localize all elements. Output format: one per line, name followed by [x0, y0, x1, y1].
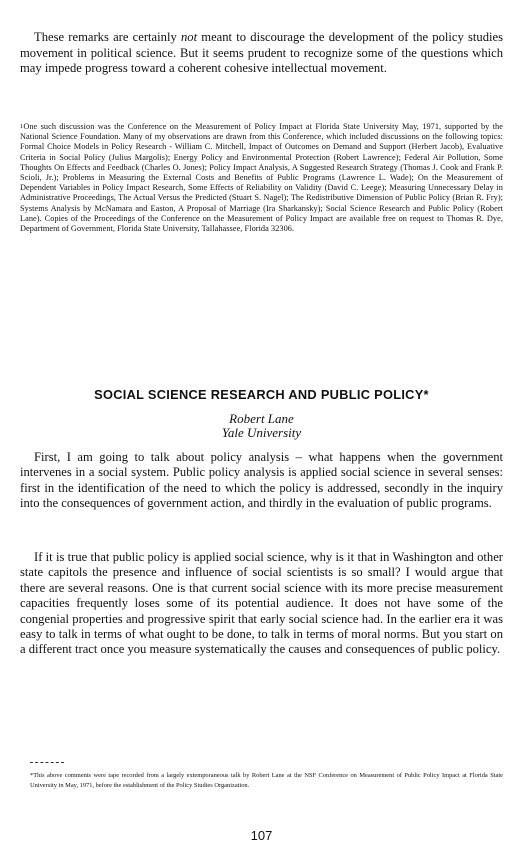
footnote-1-marker: 1 [20, 123, 24, 130]
page-number: 107 [250, 828, 273, 843]
footnote-star: *This above comments were tape recorded from a largely extemporaneous talk by Robert Lane at the NSF Conference on Measurement of Public Policy Impact at Florida State University in May, 1971, before the establishment of the Policy Studies Organization. [30, 772, 503, 789]
article-affiliation: Yale University [221, 425, 302, 440]
body-paragraph-2: If it is true that public policy is applied social science, why is it that in Washington and other state capitols the presence and influence of social scientists is so small? I would argue that there are several reasons. One is that current social science with its more precise measurement capacities frequently loses some of its potential audience. It does not have some of the congenial properties and progressive spirit that early social science had. In the earlier era it was easy to talk in terms of what ought to be done, to talk in terms of moral norms. But you start on a different tract once you measure systematically the causes and consequences of public policy. [20, 550, 503, 657]
intro-emphasis: not [180, 30, 198, 44]
footnote-1 [20, 122, 503, 234]
footnote-1-text: One such discussion was the Conference on the Measurement of Policy Impact at Florida State University May, 1971, supported by the National Science Foundation. Many of my observations are drawn from this Conference, which included discussions on the following topics: Formal Choice Models in Policy Research - William C. Mitchell, Impact of Outcomes on Demand and Support (Herbert Jacob), Evaluative Criteria in Social Policy (Julius Margolis); Energy Policy and Environmental Protection (Robert Lawrence); Federal Air Pollution, Some Thoughts On Effects and Feedback (Charles O. Jones); Policy Impact Analysis, A Suggested Research Strategy (Thomas J. Cook and Frank P. Scioli, Jr.); Problems in Measuring the External Costs and Benefits of Public Programs (Lawrence L. Wade); On the Measurement of Dependent Variables in Policy Impact Research, Some Effects of Reliability on Validity (David C. Leege); Measuring Unnecessary Delay in Administrative Proceedings, The Actual Versus the Predicted (Stuart S. Nagel); The Redistributive Dimension of Public Policy (Brian R. Fry); Systems Analysis by McNamara and Easton, A Proposal of Marriage (Ira Sharkansky); Social Science Research and Public Policy (Robert Lane). Copies of the Proceedings of the Conference on the Measurement of Policy Impact are available free on request to Thomas R. Dye, Department of Government, Florida State University, Tallahassee, Florida 32306. [20, 122, 503, 234]
intro-text-before: These remarks are certainly [34, 30, 181, 44]
article-author: Robert Lane [229, 411, 294, 426]
intro-paragraph [20, 30, 503, 77]
intro-text-after: meant to discourage the development of the policy studies movement in political science. But it seems prudent to recognize some of the questions which may impede progress toward a coherent cohesive intellectual movement. [20, 30, 503, 76]
body-paragraph-1: First, I am going to talk about policy analysis – what happens when the government intervenes in a social system. Public policy analysis is applied social science in several senses: first in the identification of the need to which the policy is addressed, secondly in the inquiry into the consequences of government action, and thirdly in the evaluation of public programs. [20, 450, 503, 511]
article-title: SOCIAL SCIENCE RESEARCH AND PUBLIC POLICY* [94, 387, 429, 402]
footnote-divider [30, 762, 64, 763]
